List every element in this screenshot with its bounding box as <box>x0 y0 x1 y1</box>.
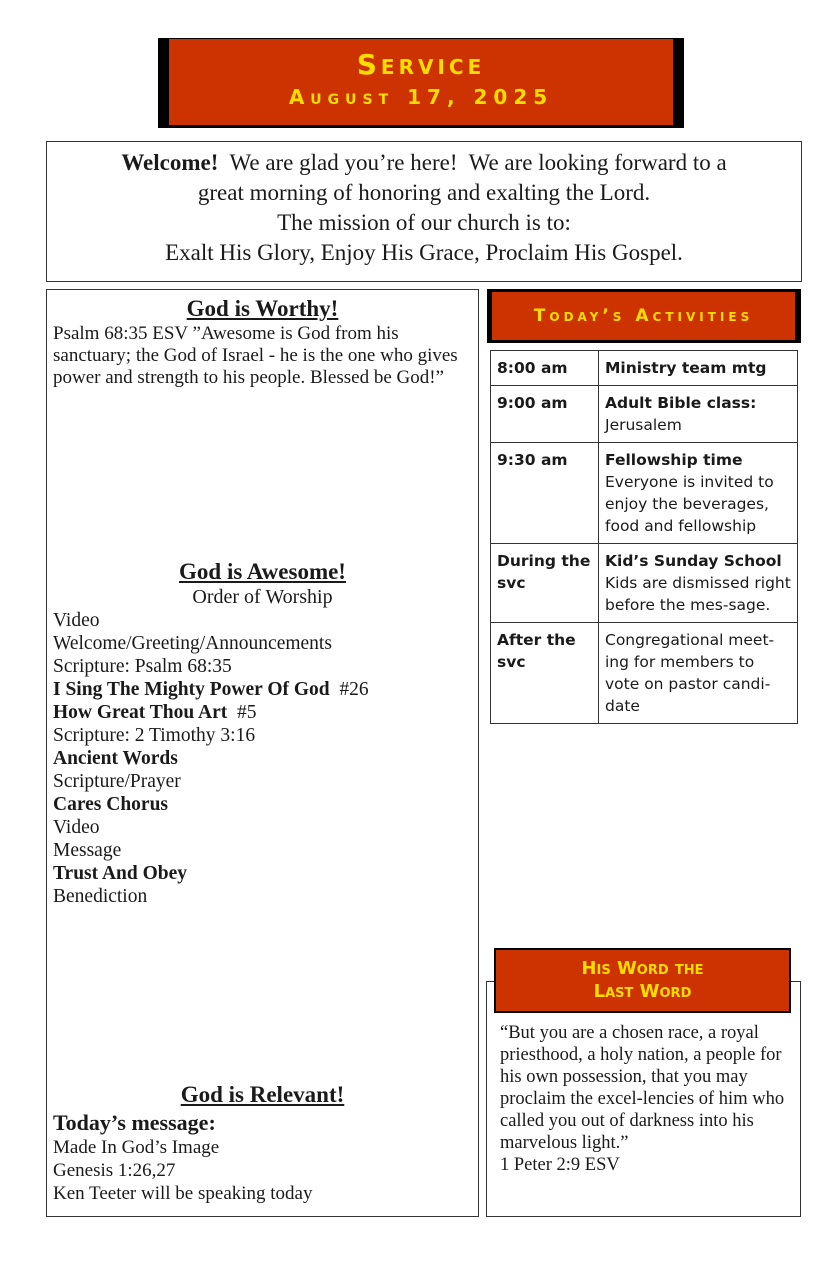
left-column <box>46 289 479 1217</box>
activity-row <box>491 386 798 443</box>
worship-item-text: I Sing The Mighty Power Of God <box>53 679 330 700</box>
activity-title: Ministry team mtg <box>605 359 767 377</box>
welcome-line-3: The mission of our church is to: <box>277 210 571 235</box>
worship-item <box>53 793 472 816</box>
word-title-line-2: Last Word <box>593 981 692 1002</box>
worship-item-text: Benediction <box>53 886 148 907</box>
activities-table <box>490 350 798 724</box>
worship-item-text: Scripture: Psalm 68:35 <box>53 656 232 677</box>
hymn-number: #26 <box>329 679 369 700</box>
worship-item <box>53 678 472 701</box>
worship-item-text: Ancient Words <box>53 748 178 769</box>
message-speaker: Ken Teeter will be speaking today <box>53 1183 313 1204</box>
service-date: August 17, 2025 <box>288 85 554 109</box>
message-title: Made In God’s Image <box>53 1137 220 1158</box>
activity-title: Fellowship time <box>605 451 743 469</box>
message-scripture: Genesis 1:26,27 <box>53 1160 176 1181</box>
activity-row <box>491 544 798 623</box>
worship-item <box>53 701 472 724</box>
welcome-line-2: great morning of honoring and exalting the Lord. <box>197 180 651 205</box>
welcome-line-1 <box>47 148 801 178</box>
activity-row <box>491 351 798 386</box>
activity-description <box>599 544 798 623</box>
worship-item <box>53 816 472 839</box>
message-heading: Today’s message: <box>53 1110 216 1135</box>
welcome-box <box>46 141 802 282</box>
activities-title: Today’s Activities <box>533 306 754 326</box>
worship-item <box>53 885 472 908</box>
activity-row <box>491 443 798 544</box>
activity-detail: Congregational meet-ing for members to vote on pastor candi-date <box>605 631 775 715</box>
activity-description <box>599 443 798 544</box>
word-verse-reference: 1 Peter 2:9 ESV <box>500 1155 620 1175</box>
worship-item-text: Trust And Obey <box>53 863 188 884</box>
order-of-worship-heading: Order of Worship <box>192 586 333 608</box>
activity-detail: Kids are dismissed right before the mes-sage. <box>605 574 791 614</box>
word-banner <box>494 948 791 1013</box>
activity-description <box>599 623 798 724</box>
worship-item-text: Welcome/Greeting/Announcements <box>53 633 332 654</box>
worship-item <box>53 839 472 862</box>
activity-row <box>491 623 798 724</box>
word-title-line-1: His Word the <box>581 958 704 979</box>
activity-description <box>599 386 798 443</box>
worship-item-text: How Great Thou Art <box>53 702 228 723</box>
worship-item-text: Video <box>53 610 100 631</box>
message-details <box>53 1136 313 1205</box>
activity-time: 9:00 am <box>491 386 599 443</box>
awesome-title: God is Awesome! <box>179 559 346 584</box>
worship-item-text: Scripture/Prayer <box>53 771 181 792</box>
welcome-lead: Welcome! <box>121 150 219 175</box>
worship-item-text: Message <box>53 840 122 861</box>
worship-item <box>53 655 472 678</box>
activity-time: 8:00 am <box>491 351 599 386</box>
worship-item-text: Cares Chorus <box>53 794 169 815</box>
word-verse-text: “But you are a chosen race, a royal priesthood, a holy nation, a people for his own possession, that you may proclaim the excel-lencies of him who called you out of darkness into his marvelous light.” <box>500 1023 785 1153</box>
activity-title: Kid’s Sunday School <box>605 552 782 570</box>
header-banner <box>168 38 674 126</box>
activity-description <box>599 351 798 386</box>
word-verse <box>500 1022 790 1176</box>
worship-item <box>53 724 472 747</box>
worship-item <box>53 747 472 770</box>
activity-time: During the svc <box>491 544 599 623</box>
service-title: Service <box>356 48 486 81</box>
order-of-worship-list <box>53 609 472 908</box>
worship-item <box>53 770 472 793</box>
activity-time: 9:30 am <box>491 443 599 544</box>
activity-time: After the svc <box>491 623 599 724</box>
relevant-title: God is Relevant! <box>180 1082 345 1107</box>
worship-item-text: Scripture: 2 Timothy 3:16 <box>53 725 256 746</box>
worthy-scripture: Psalm 68:35 ESV ”Awesome is God from his sanctuary; the God of Israel - he is the one who gives power and strength to his people. Blessed be God!” <box>53 323 458 388</box>
welcome-line-4: Exalt His Glory, Enjoy His Grace, Proclaim His Gospel. <box>165 240 683 265</box>
worship-item <box>53 609 472 632</box>
activity-title: Adult Bible class: <box>605 394 757 412</box>
activities-banner <box>491 291 796 341</box>
welcome-line-1-rest: We are glad you’re here! We are looking forward to a <box>218 150 727 175</box>
activity-detail: Everyone is invited to enjoy the beverages, food and fellowship <box>605 473 774 535</box>
worship-item-text: Video <box>53 817 100 838</box>
worship-item <box>53 862 472 885</box>
activity-detail: Jerusalem <box>605 416 682 434</box>
hymn-number: #5 <box>227 702 257 723</box>
worthy-title: God is Worthy! <box>186 296 339 321</box>
worship-item <box>53 632 472 655</box>
